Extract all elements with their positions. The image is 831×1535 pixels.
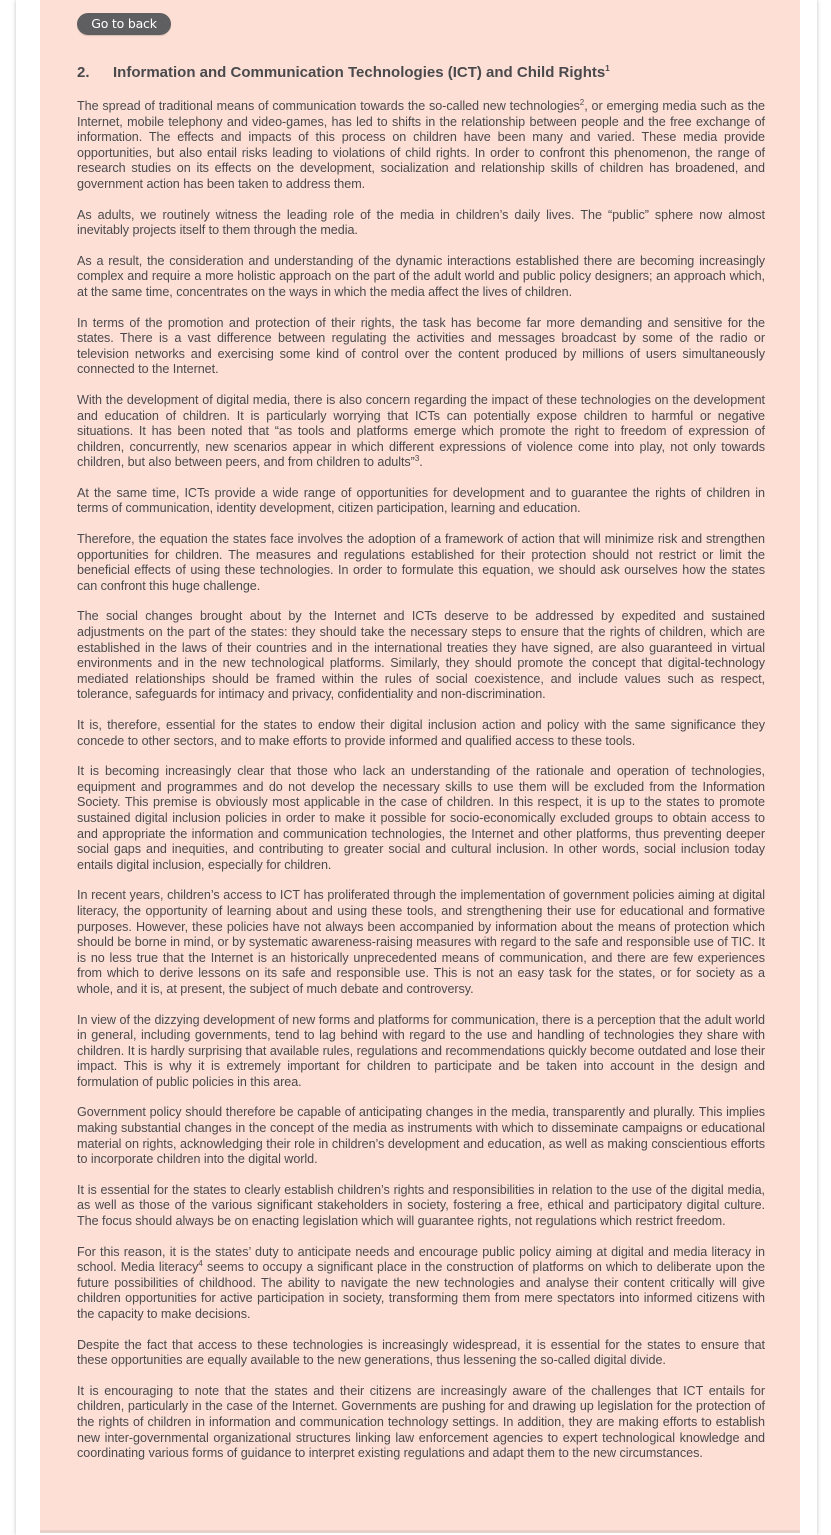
footnote-marker: 2 [579, 97, 585, 107]
paragraph-text: seems to occupy a significant place in the construction of platforms on which to deliberate upon the future possibilities of childhood. The ability to navigate the new technologies and analyse their content critically will give children opportunities for active participation in society, transforming them from mere spectators into informed citizens with the capacity to make decisions. [77, 1260, 765, 1321]
paragraph [77, 393, 765, 471]
paragraph: As a result, the consideration and understanding of the dynamic interactions established there are becoming increasingly complex and require a more holistic approach on the part of the adult world and public policy designers; an approach which, at the same time, concentrates on the ways in which the media affect the lives of children. [77, 253, 765, 299]
paragraph: The social changes brought about by the Internet and ICTs deserve to be addressed by expedited and sustained adjustments on the part of the states: they should take the necessary steps to ensure that the rights of children, which are established in the laws of their countries and in the international treaties they have signed, are also guaranteed in virtual environments and in the new technological platforms. Similarly, they should promote the concept that digital-technology mediated relationships should be framed within the rules of social coexistence, and include values such as respect, tolerance, safeguards for intimacy and privacy, confidentiality and non-discrimination. [77, 609, 765, 702]
paragraph-text: , or emerging media such as the Internet, mobile telephony and video-games, has led to shifts in the relationship between people and the free exchange of information. The effects and impacts of this process on children have been many and varied. These media provide opportunities, but also entail risks leading to violations of child rights. In order to confront this phenomenon, the range of research studies on its effects on the development, socialization and relationship skills of children has broadened, and government action has been taken to address them. [77, 99, 765, 191]
paragraph-text: For this reason, it is the states’ duty to anticipate needs and encourage public policy aiming at digital and media literacy in school. Media literacy [77, 1244, 765, 1275]
paragraph-text: With the development of digital media, there is also concern regarding the impact of these technologies on the development and education of children. It is particularly worrying that ICTs can potentially expose children to harmful or negative situations. It has been noted that “as tools and platforms emerge which promote the right to freedom of expression of children, concurrently, new scenarios appear in which different expressions of violence come into play, not only towards children, but also between peers, and from children to adults” [77, 392, 765, 470]
paragraph: It is, therefore, essential for the states to endow their digital inclusion action and policy with the same significance they concede to other sectors, and to make efforts to provide informed and qualified access to these tools. [77, 718, 765, 748]
paragraph: In recent years, children’s access to ICT has proliferated through the implementation of government policies aiming at digital literacy, the opportunity of learning about and using these tools, and strengthening their use for educational and formative purposes. However, these policies have not always been accompanied by information about the means of protection which should be borne in mind, or by systematic awareness-raising measures with regard to the safe and responsible use of TIC. It is no less true that the Internet is an historically unprecedented means of communication, and there are few experiences from which to derive lessons on its safe and responsible use. This is not an easy task for the states, or for society as a whole, and it is, at present, the subject of much debate and controversy. [77, 888, 765, 996]
section-number: 2. [77, 64, 90, 81]
section-heading [77, 62, 765, 84]
footnote-marker: 4 [198, 1259, 203, 1269]
paragraph: Despite the fact that access to these technologies is increasingly widespread, it is essential for the states to ensure that these opportunities are equally available to the new generations, thus lessening the so-called digital divide. [77, 1337, 765, 1368]
footnote-marker: 3 [414, 454, 420, 464]
article [77, 62, 765, 1477]
paragraph: Therefore, the equation the states face involves the adoption of a framework of action that will minimize risk and strengthen opportunities for children. The measures and regulations established for their protection should not restrict or limit the beneficial effects of using these technologies. In order to formulate this equation, we should ask ourselves how the states can confront this huge challenge. [77, 532, 765, 593]
footnote-marker: 1 [605, 64, 610, 73]
paragraph: As adults, we routinely witness the leading role of the media in children’s daily lives. The “public” sphere now almost inevitably projects itself to them through the media. [77, 207, 765, 238]
paragraph: Government policy should therefore be capable of anticipating changes in the media, transparently and plurally. This implies making substantial changes in the concept of the media as instruments with which to disseminate campaigns or educational material on rights, acknowledging their role in children’s development and education, as well as making conscientious efforts to incorporate children into the digital world. [77, 1105, 765, 1167]
paragraph: It is becoming increasingly clear that those who lack an understanding of the rationale and operation of technologies, equipment and programmes and do not develop the necessary skills to use them will be excluded from the Information Society. This premise is obviously most applicable in the case of children. In this respect, it is up to the states to promote sustained digital inclusion policies in order to make it possible for socio-economically excluded groups to obtain access to and appropriate the information and communication technologies, the Internet and other platforms, thus preventing deeper social gaps and inequities, and contributing to greater social and cultural inclusion. In other words, social inclusion today entails digital inclusion, especially for children. [77, 764, 765, 872]
paragraph [77, 99, 765, 193]
section-title: Information and Communication Technologies (ICT) and Child Rights [113, 64, 606, 81]
paragraph [77, 1245, 765, 1323]
paragraph: It is essential for the states to clearly establish children’s rights and responsibilities in relation to the use of the digital media, as well as those of the various significant stakeholders in society, fostering a free, ethical and participatory digital culture. The focus should always be on enacting legislation which will guarantee rights, not regulations which restrict freedom. [77, 1182, 765, 1229]
paragraph: At the same time, ICTs provide a wide range of opportunities for development and to guarantee the rights of children in terms of communication, identity development, citizen participation, learning and education. [77, 485, 765, 516]
paragraph-text: The spread of traditional means of communication towards the so-called new technologies [77, 99, 580, 113]
paragraph: In terms of the promotion and protection of their rights, the task has become far more demanding and sensitive for the states. There is a vast difference between regulating the activities and messages broadcast by some of the radio or television networks and exercising some kind of control over the content produced by millions of users simultaneously connected to the Internet. [77, 315, 765, 377]
paragraph: It is encouraging to note that the states and their citizens are increasingly aware of the challenges that ICT entails for children, particularly in the case of the Internet. Governments are pushing for and drawing up legislation for the protection of the rights of children in information and communication technology settings. In addition, they are making efforts to establish new inter-governmental organizational structures linking law enforcement agencies to expert technological knowledge and coordinating various forms of guidance to interpret existing regulations and adapt them to the new circumstances. [77, 1383, 765, 1461]
paragraph-text: . [419, 455, 423, 470]
paragraph: In view of the dizzying development of new forms and platforms for communication, there is a perception that the adult world in general, including governments, tend to lag behind with regard to the use and handling of technologies they share with children. It is hardly surprising that available rules, regulations and recommendations quickly become outdated and lose their impact. This is why it is extremely important for children to participate and be taken into account in the design and formulation of public policies in this area. [77, 1012, 765, 1089]
go-back-button[interactable]: Go to back [77, 13, 171, 35]
